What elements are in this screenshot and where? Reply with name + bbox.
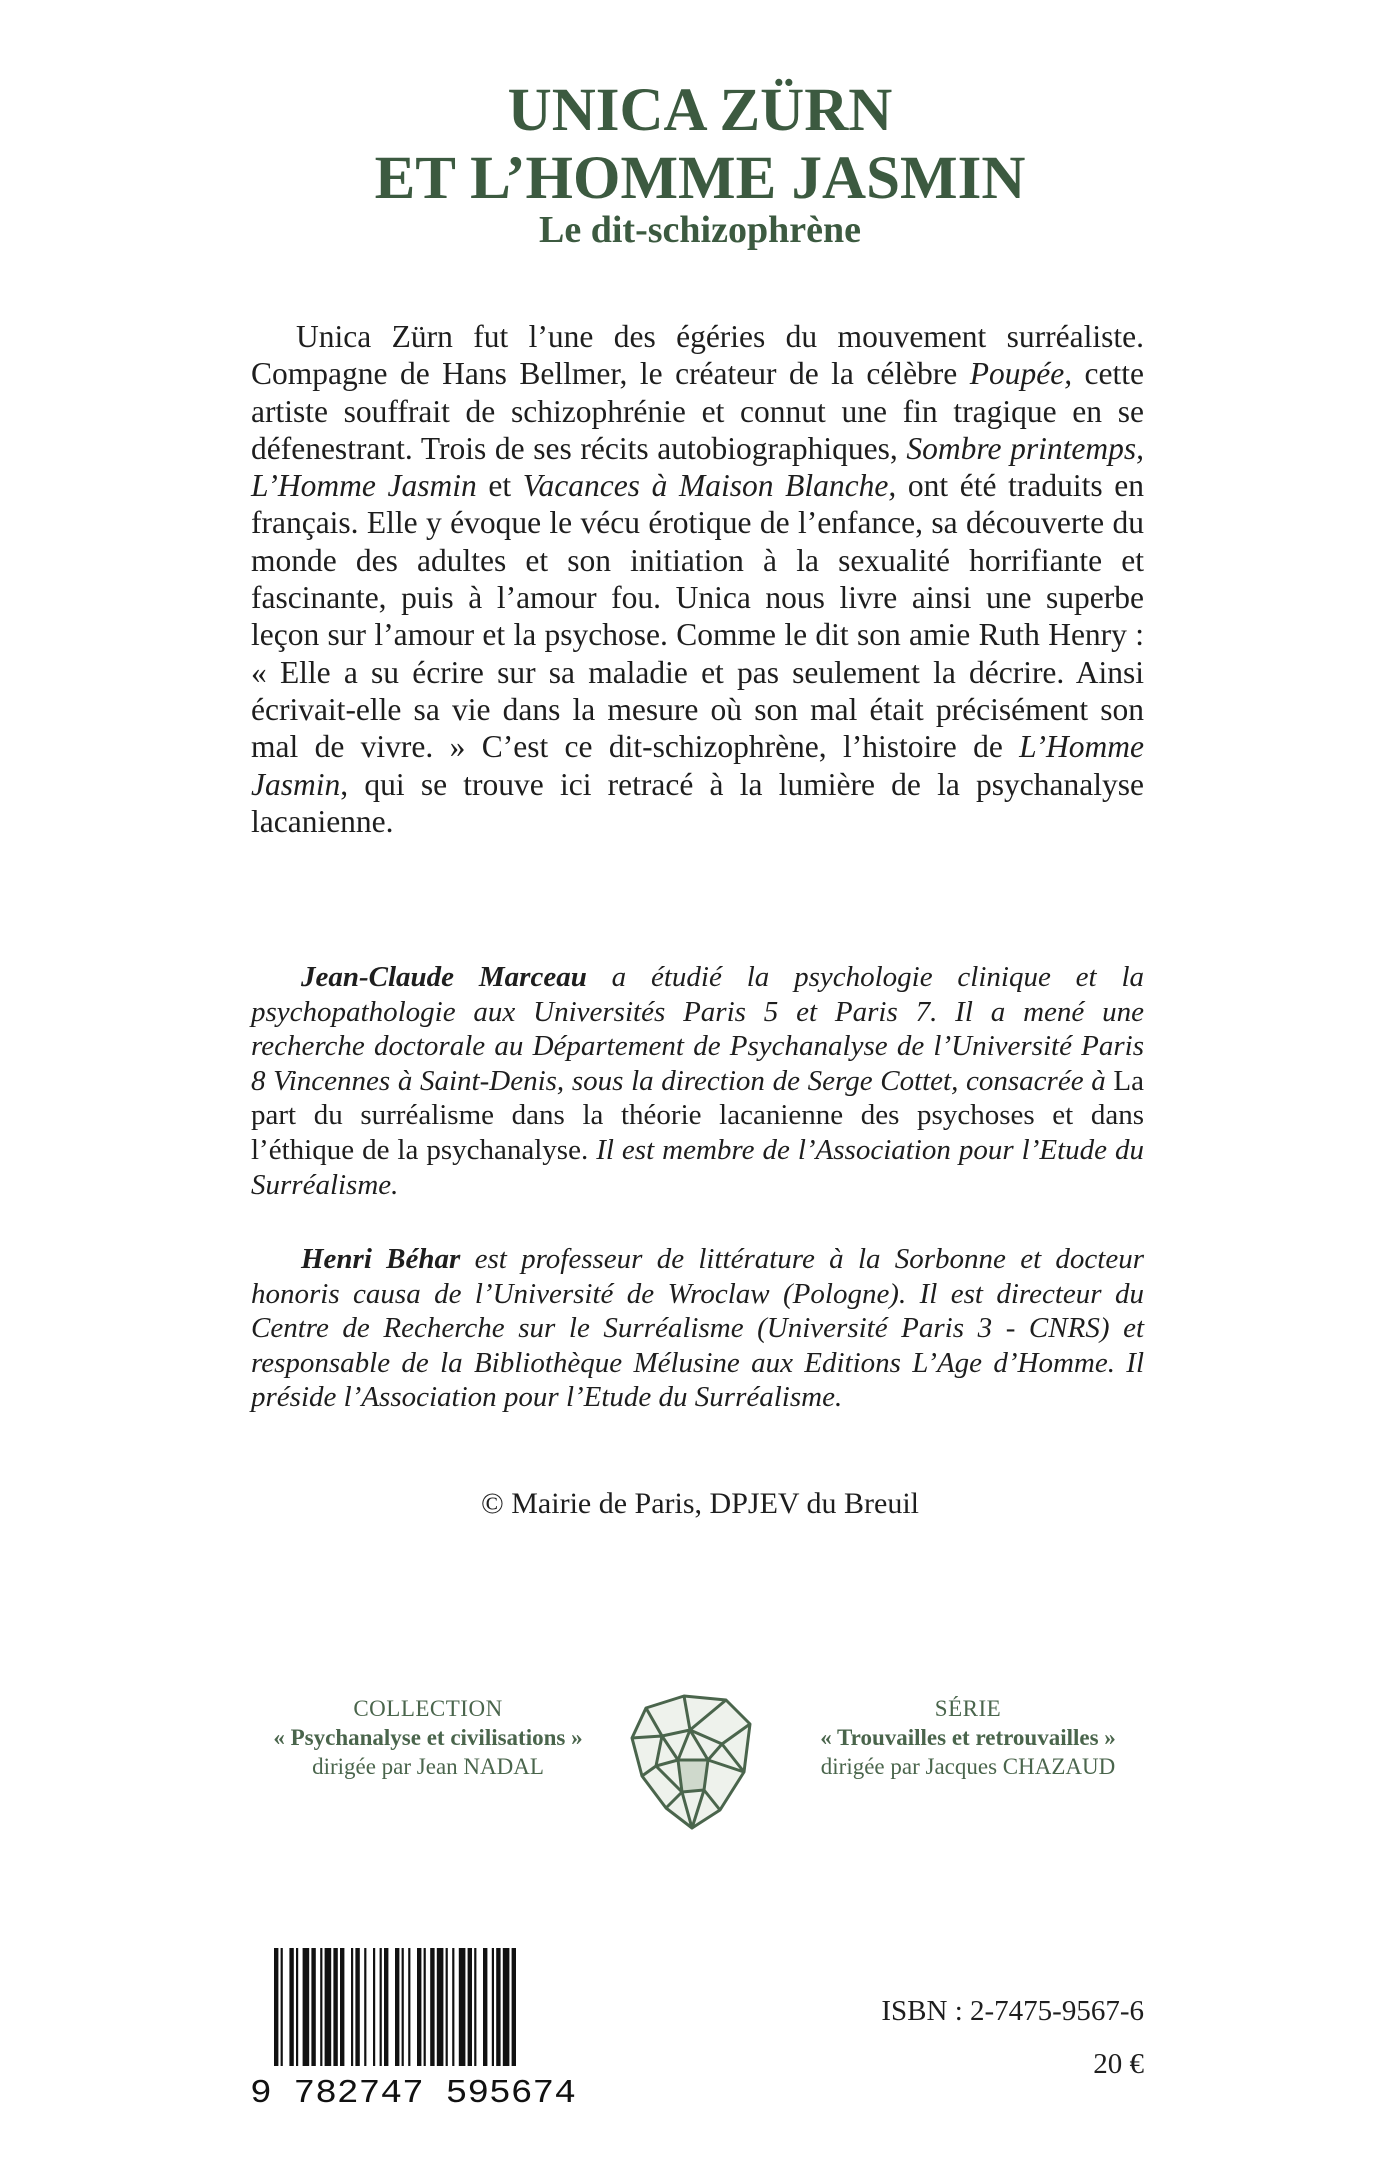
barcode-bar xyxy=(430,1948,434,2066)
barcode-bar xyxy=(512,1948,516,2066)
book-title-line-2: ET L’HOMME JASMIN xyxy=(374,145,1026,212)
barcode-bar xyxy=(468,1948,472,2066)
summary-text: Unica Zürn fut l’une des égéries du mouvement surréaliste. Compagne de Hans Bellmer, le créateur de la célèbre xyxy=(251,319,1144,392)
barcode-bar xyxy=(408,1948,410,2066)
barcode-bar xyxy=(474,1948,476,2066)
barcode-bar xyxy=(492,1948,494,2066)
barcode-bar xyxy=(402,1948,404,2066)
barcode-bar xyxy=(446,1948,448,2066)
author-bio-text: a étudié la psychologie clinique et la psychopathologie aux Universités Paris 5 et Paris 7. Il a mené une recherche doctorale au Département de Psychanalyse de l’Université Paris 8 Vincennes à Saint-Denis, sous la direction de Serge Cottet, consacrée à xyxy=(251,961,1144,1097)
barcode-bar xyxy=(340,1948,344,2066)
price: 20 € xyxy=(1093,2048,1144,2080)
preface-author-name: Henri Béhar xyxy=(301,1243,461,1275)
barcode-bar xyxy=(452,1948,454,2066)
book-subtitle: Le dit-schizophrène xyxy=(539,209,861,251)
summary-text: et xyxy=(476,468,523,504)
author-bio-text: Il est membre de l’Association pour l’Etude du Surréalisme. xyxy=(251,1133,1144,1201)
barcode-bar xyxy=(373,1948,375,2066)
preface-author-bio-text: est professeur de littérature à la Sorbonne et docteur honoris causa de l’Université de Wroclaw (Pologne). Il est directeur du Centre de Recherche sur le Surréalisme (Université Paris 3 - CNRS) et responsable de la Bibliothèque Mélusine aux Editions L’Age d’Homme. Il préside l’Association pour l’Etude du Surréalisme. xyxy=(251,1243,1144,1414)
barcode-bar xyxy=(296,1948,298,2066)
summary-text: cette artiste souffrait de schizophrénie et connut une fin tragique en se défenestrant. Trois de ses récits autobiographiques, xyxy=(251,356,1145,466)
series-block xyxy=(788,1694,1148,1781)
author-name: Jean-Claude Marceau xyxy=(301,961,587,993)
summary-text: ont été traduits en français. Elle y évoque le vécu érotique de l’enfance, sa découverte du monde des adultes et son initiation à la sexualité horrifiante et fascinante, puis à l’amour fou. Unica nous livre ainsi une superbe leçon sur l’amour et la psychose. Comme le dit son amie Ruth Henry : « Elle a su écrire sur sa maladie et pas seulement la décrire. Ainsi écrivait-elle sa vie dans la mesure où son mal était précisément son mal de vivre. » C’est ce dit-schizophrène, l’histoire de xyxy=(251,468,1144,765)
barcode-bar xyxy=(437,1948,444,2066)
barcode-bar xyxy=(424,1948,426,2066)
preface-author-bio-paragraph xyxy=(251,1242,1144,1415)
crystal-logo-icon xyxy=(626,1690,756,1834)
image-credit: © Mairie de Paris, DPJEV du Breuil xyxy=(480,1487,920,1520)
barcode-digits: 9 782747 595674 xyxy=(250,2075,576,2108)
barcode xyxy=(248,1944,578,2108)
barcode-bar xyxy=(417,1948,421,2066)
series-name: « Trouvailles et retrouvailles » xyxy=(820,1725,1116,1750)
barcode-bar xyxy=(355,1948,359,2066)
thesis-title: La part du surréalisme dans la théorie lacanienne des psychoses et dans l’éthique de la psychanalyse. xyxy=(251,1064,1144,1166)
author-bio-paragraph xyxy=(251,960,1144,1202)
barcode-bar xyxy=(496,1948,500,2066)
barcode-bar xyxy=(503,1948,510,2066)
collection-heading: COLLECTION xyxy=(353,1696,503,1721)
barcode-bar xyxy=(274,1948,278,2066)
barcode-bar xyxy=(351,1948,353,2066)
barcode-bar xyxy=(459,1948,466,2066)
summary-paragraph xyxy=(251,318,1144,840)
isbn: ISBN : 2-7475-9567-6 xyxy=(881,1995,1144,2027)
barcode-bar xyxy=(281,1948,283,2066)
barcode-bar xyxy=(320,1948,322,2066)
summary-italic: Sombre printemps, L’Homme Jasmin xyxy=(251,430,1144,504)
barcode-bar xyxy=(289,1948,293,2066)
collection-name: « Psychanalyse et civilisations » xyxy=(273,1725,583,1750)
barcode-bar xyxy=(325,1948,332,2066)
barcode-bar xyxy=(384,1948,388,2066)
barcode-bar xyxy=(395,1948,399,2066)
series-director: dirigée par Jacques CHAZAUD xyxy=(820,1754,1116,1779)
summary-text: , qui se trouve ici retracé à la lumière de la psychanalyse lacanienne. xyxy=(251,766,1144,839)
summary-italic: Vacances à Maison Blanche, xyxy=(522,468,897,504)
series-heading: SÉRIE xyxy=(934,1696,1002,1721)
barcode-bar xyxy=(311,1948,315,2066)
barcode-bar xyxy=(333,1948,337,2066)
barcode-bar xyxy=(380,1948,382,2066)
barcode-bar xyxy=(303,1948,310,2066)
barcode-bar xyxy=(364,1948,366,2066)
summary-italic: Poupée, xyxy=(969,356,1073,392)
collection-block xyxy=(248,1694,608,1781)
barcode-bar xyxy=(483,1948,487,2066)
book-title-line-1: UNICA ZÜRN xyxy=(507,77,893,144)
summary-italic: L’Homme Jasmin xyxy=(251,729,1144,802)
collection-director: dirigée par Jean NADAL xyxy=(312,1754,544,1779)
